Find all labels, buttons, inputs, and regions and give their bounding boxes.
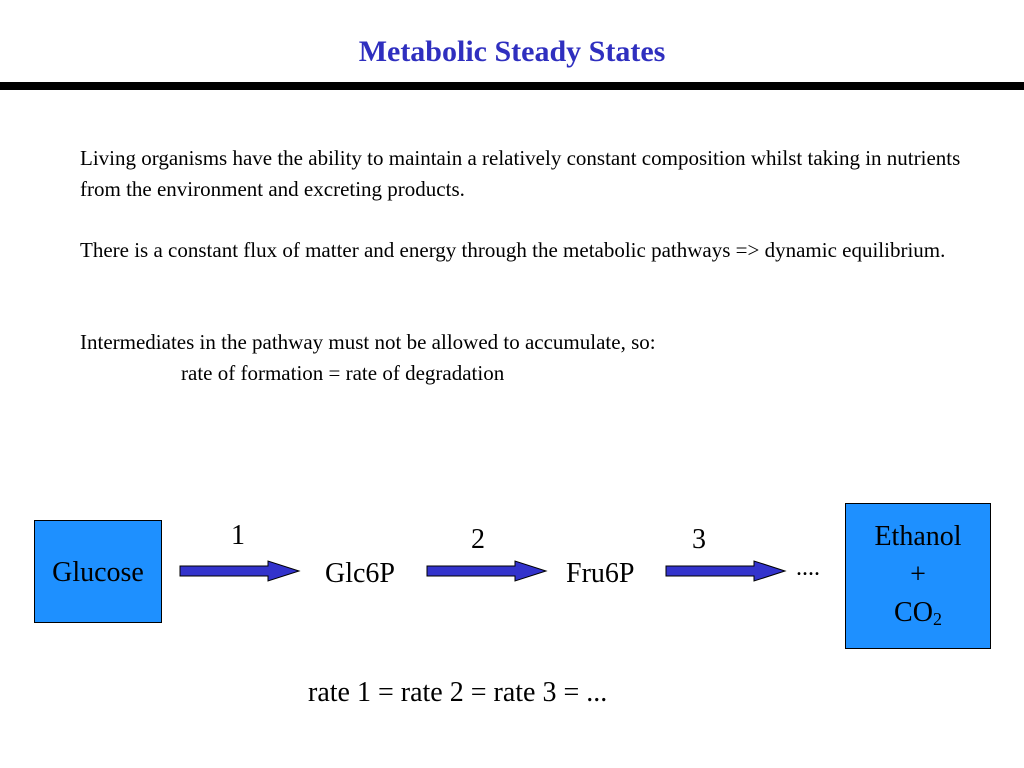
ethanol-label: Ethanol xyxy=(874,521,962,552)
fru6p-label: Fru6P xyxy=(566,558,635,589)
rate-equation: rate 1 = rate 2 = rate 3 = ... xyxy=(308,677,608,708)
step-2-label: 2 xyxy=(471,524,485,555)
arrow-step-3 xyxy=(666,561,785,581)
slide-title: Metabolic Steady States xyxy=(358,35,666,68)
step-1-label: 1 xyxy=(231,520,245,551)
glucose-box: Glucose xyxy=(34,520,162,623)
arrow-step-1 xyxy=(180,561,299,581)
ellipsis-label: .... xyxy=(796,555,820,581)
intermediates-text: Intermediates in the pathway must not be allowed to accumulate, so: xyxy=(80,330,656,354)
paragraph-flux: There is a constant flux of matter and energy through the metabolic pathways => dynamic equilibrium. xyxy=(80,238,946,262)
glc6p-label: Glc6P xyxy=(325,558,395,589)
paragraph-organisms: Living organisms have the ability to maintain a relatively constant composition whilst taking in nutrients from the environment and excreting products. xyxy=(80,146,961,201)
ethanol-co2-box xyxy=(845,503,991,649)
plus-label: + xyxy=(910,559,926,590)
step-3-label: 3 xyxy=(692,524,706,555)
co2-label: $CO_2$ xyxy=(894,597,942,629)
arrow-step-2 xyxy=(427,561,546,581)
rate-formation-text: rate of formation = rate of degradation xyxy=(181,361,505,385)
